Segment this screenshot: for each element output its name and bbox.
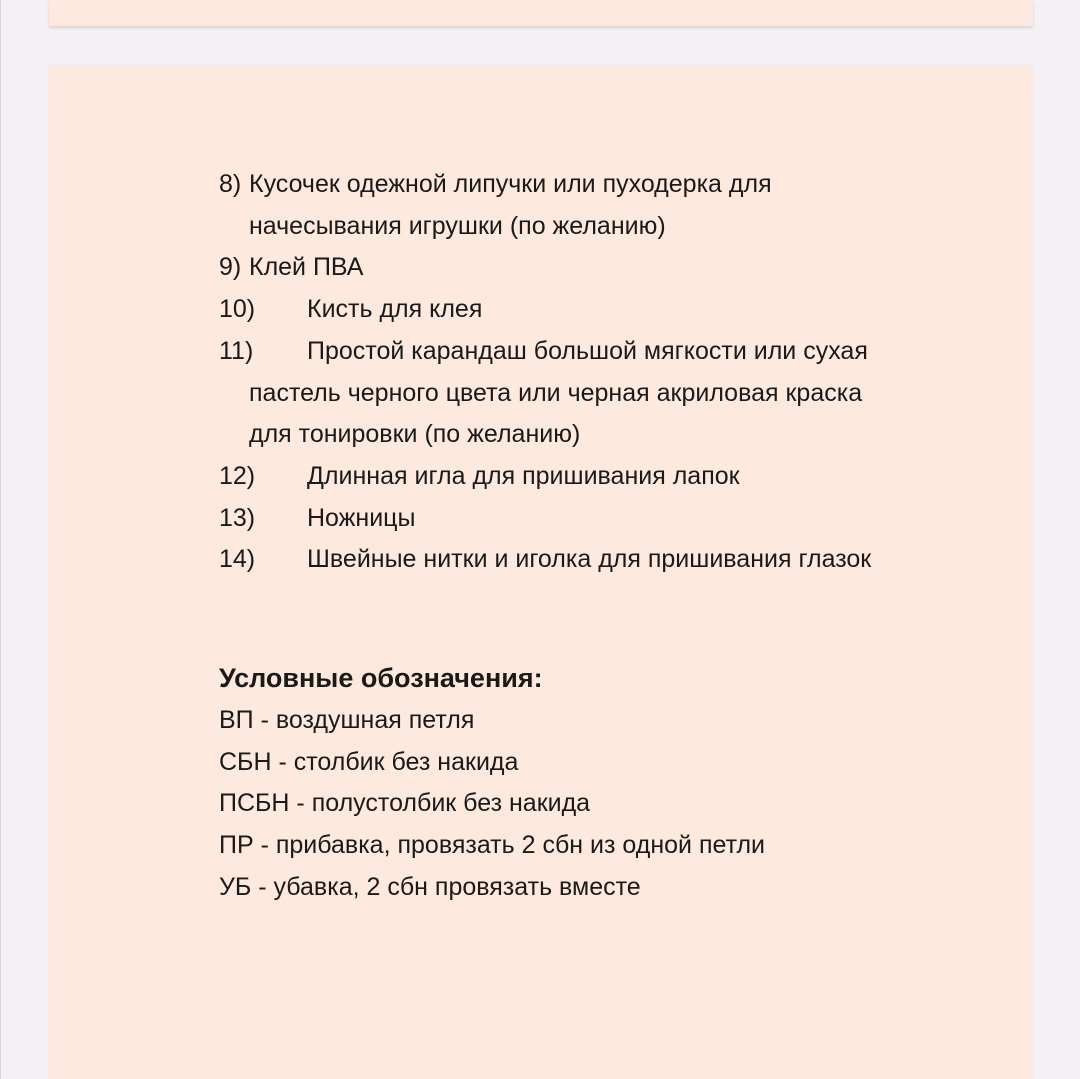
list-item bbox=[219, 331, 999, 456]
list-item-number: 11) bbox=[219, 336, 254, 365]
list-item-number: 10) bbox=[219, 295, 256, 324]
list-item bbox=[219, 164, 999, 247]
list-item-text: Простой карандаш большой мягкости или сухая bbox=[307, 336, 868, 365]
list-item-text: Ножницы bbox=[307, 503, 416, 532]
list-item-number: 8) bbox=[219, 170, 242, 198]
list-item-number: 9) bbox=[219, 253, 242, 282]
list-item-text: Кисть для клея bbox=[307, 295, 483, 324]
list-item-text: начесывания игрушки (по желанию) bbox=[249, 211, 666, 240]
list-item bbox=[219, 456, 999, 498]
previous-page bbox=[49, 0, 1033, 26]
list-item-number: 13) bbox=[219, 503, 256, 532]
legend-item: ВП - воздушная петля bbox=[219, 706, 475, 735]
document-page bbox=[49, 66, 1033, 1079]
legend-item: СБН - столбик без накида bbox=[219, 747, 519, 776]
list-item-text: для тонировки (по желанию) bbox=[249, 420, 581, 449]
list-item-number: 12) bbox=[219, 461, 256, 490]
list-item bbox=[219, 247, 999, 289]
list-item bbox=[219, 498, 999, 540]
legend-title: Условные обозначения: bbox=[219, 663, 543, 694]
list-item-text: Кусочек одежной липучки или пуходерка для bbox=[249, 170, 772, 198]
list-item bbox=[219, 289, 999, 331]
list-item-text: Швейные нитки и иголка для пришивания глазок bbox=[307, 545, 872, 574]
legend-item: УБ - убавка, 2 сбн провязать вместе bbox=[219, 872, 641, 901]
list-item-text: Клей ПВА bbox=[249, 253, 364, 282]
page-content bbox=[219, 164, 999, 909]
list-item-text: пастель черного цвета или черная акриловая краска bbox=[249, 378, 863, 407]
legend-item: ПР - прибавка, провязать 2 сбн из одной петли bbox=[219, 831, 766, 860]
legend-item: ПСБН - полустолбик без накида bbox=[219, 789, 591, 818]
list-item-text: Длинная игла для пришивания лапок bbox=[307, 461, 740, 490]
list-item-number: 14) bbox=[219, 545, 256, 574]
list-item bbox=[219, 539, 999, 581]
